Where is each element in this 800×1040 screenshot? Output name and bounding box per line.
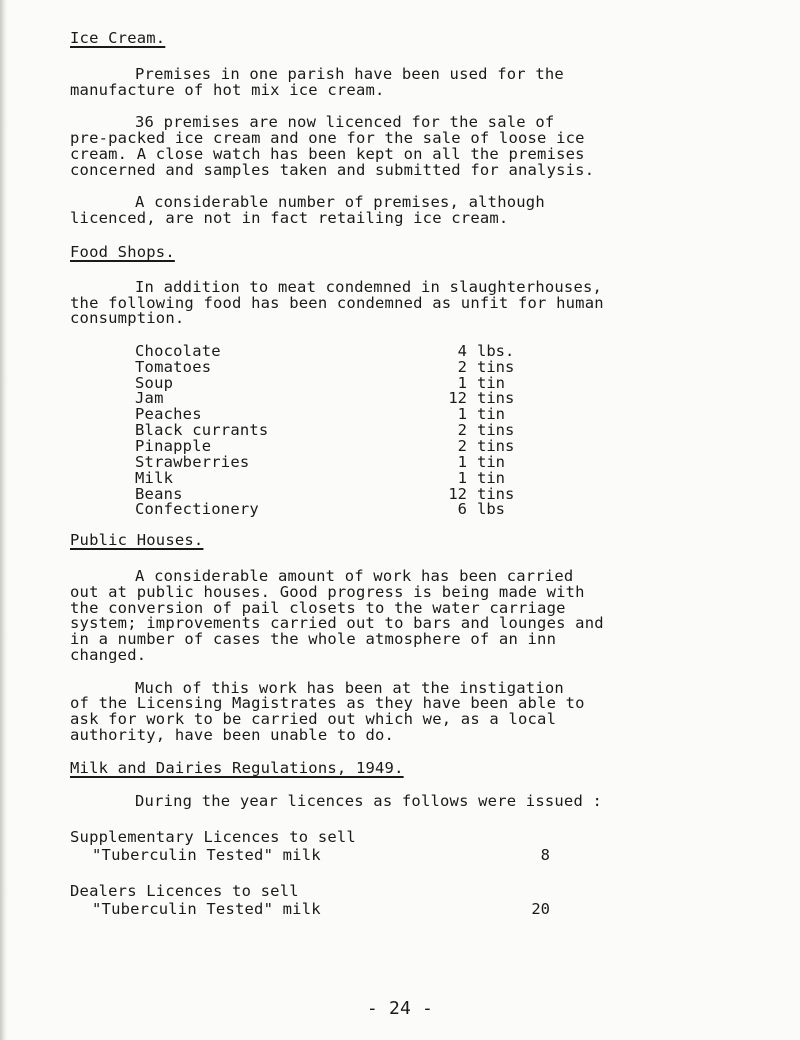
text-line: consumption. (70, 309, 185, 327)
section-heading-milk-dairies: Milk and Dairies Regulations, 1949. (70, 759, 404, 777)
food-item-qty: 1 (457, 374, 467, 392)
text-line: the following food has been condemned as unfit for human (70, 294, 604, 312)
food-item-qty: 1 (457, 405, 467, 423)
page-edge-shadow (0, 0, 8, 1040)
licence-count: 8 (540, 846, 550, 864)
food-item-name: Chocolate (135, 342, 221, 360)
food-item-qty: 1 (457, 469, 467, 487)
food-item-name: Peaches (135, 405, 202, 423)
page-number: - 24 - (366, 998, 434, 1019)
food-item-name: Tomatoes (135, 358, 212, 376)
food-item-qty: 12 (448, 485, 467, 503)
food-item-qty: 12 (448, 389, 467, 407)
licence-count: 20 (531, 900, 550, 918)
food-item-name: Strawberries (135, 453, 250, 471)
food-item-unit: lbs. (477, 342, 515, 360)
text-line: Premises in one parish have been used for the (135, 65, 564, 83)
text-line: A considerable number of premises, although (135, 193, 545, 211)
food-item-name: Milk (135, 469, 174, 487)
text-line: in a number of cases the whole atmosphere of an inn (70, 630, 557, 648)
licence-type-line: "Tuberculin Tested" milk (92, 846, 321, 864)
food-item-name: Black currants (135, 421, 269, 439)
food-item-unit: tins (477, 421, 515, 439)
text-line: Much of this work has been at the instigation (135, 679, 564, 697)
food-item-unit: lbs (477, 500, 505, 518)
text-line: pre-packed ice cream and one for the sale of loose ice (70, 129, 585, 147)
food-item-unit: tins (477, 389, 515, 407)
food-item-name: Pinapple (135, 437, 212, 455)
text-line: A considerable amount of work has been carried (135, 567, 574, 585)
licence-type-line: Supplementary Licences to sell (70, 828, 356, 846)
section-heading-public-houses: Public Houses. (70, 531, 204, 549)
food-item-unit: tin (477, 453, 505, 471)
text-line: concerned and samples taken and submitted for analysis. (70, 161, 595, 179)
text-line: authority, have been unable to do. (70, 726, 395, 744)
licence-type-line: Dealers Licences to sell (70, 882, 299, 900)
food-item-qty: 2 (457, 421, 467, 439)
text-line: out at public houses. Good progress is being made with (70, 583, 585, 601)
text-line: manufacture of hot mix ice cream. (70, 81, 385, 99)
text-line: 36 premises are now licenced for the sale of (135, 113, 555, 131)
food-item-unit: tin (477, 374, 505, 392)
text-line: system; improvements carried out to bars and lounges and (70, 614, 604, 632)
food-item-unit: tins (477, 358, 515, 376)
text-line: In addition to meat condemned in slaughterhouses, (135, 278, 603, 296)
food-item-name: Soup (135, 374, 174, 392)
text-line: cream. A close watch has been kept on all the premises (70, 145, 585, 163)
food-item-unit: tin (477, 405, 505, 423)
licence-type-line: "Tuberculin Tested" milk (92, 900, 321, 918)
section-heading-ice-cream: Ice Cream. (70, 29, 166, 47)
food-item-qty: 2 (457, 437, 467, 455)
food-item-qty: 4 (457, 342, 467, 360)
food-item-qty: 6 (457, 500, 467, 518)
licences-intro: During the year licences as follows were issued : (135, 792, 603, 810)
text-line: licenced, are not in fact retailing ice cream. (70, 209, 509, 227)
food-item-qty: 2 (457, 358, 467, 376)
food-item-unit: tin (477, 469, 505, 487)
food-item-qty: 1 (457, 453, 467, 471)
text-line: ask for work to be carried out which we, as a local (70, 710, 557, 728)
food-item-name: Beans (135, 485, 183, 503)
text-line: of the Licensing Magistrates as they have been able to (70, 694, 585, 712)
section-heading-food-shops: Food Shops. (70, 243, 175, 261)
text-line: the conversion of pail closets to the water carriage (70, 599, 566, 617)
food-item-unit: tins (477, 485, 515, 503)
food-item-name: Confectionery (135, 500, 259, 518)
food-item-unit: tins (477, 437, 515, 455)
food-item-name: Jam (135, 389, 164, 407)
text-line: changed. (70, 646, 147, 664)
